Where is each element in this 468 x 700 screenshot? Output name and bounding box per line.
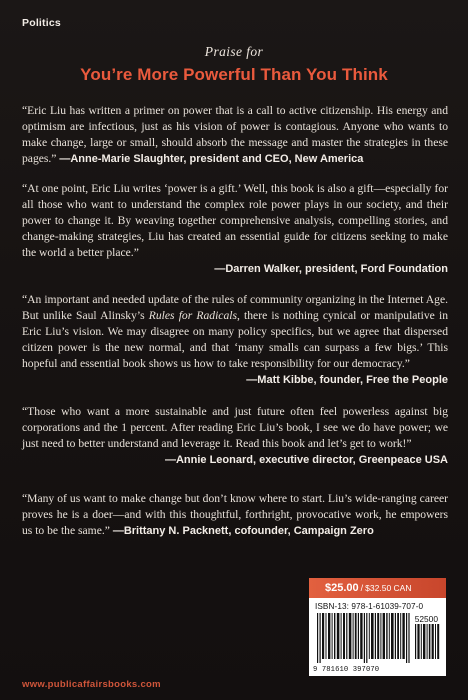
- blurb-book-reference: Rules for Radicals: [148, 309, 237, 323]
- price-tag: [309, 578, 446, 598]
- publisher-website: www.publicaffairsbooks.com: [22, 679, 161, 690]
- category-label: Politics: [22, 17, 61, 29]
- blurb-packnett: [22, 491, 448, 539]
- blurb-walker: [22, 181, 448, 278]
- blurb-text: “Those who want a more sustainable and just future often feel powerless against big corporations and the 1 percent. After reading Eric Liu’s book, I see we do have power; we just need to better understand and leverage it. Read this book and let’s get to work!”: [22, 405, 448, 451]
- blurb-text: [22, 293, 448, 370]
- book-title: You’re More Powerful Than You Think: [80, 65, 388, 84]
- blurb-attribution: —Darren Walker, president, Ford Foundation: [214, 263, 448, 276]
- blurb-text: “Eric Liu has written a primer on power that is a call to active citizenship. His energy and optimism are infectious, just as his vision of power is contagious. Anyone who wants to make change, large or small, should absorb the message and master the strategies in these pages.”: [22, 104, 448, 166]
- price-cad: $32.50 CAN: [365, 583, 412, 593]
- blurb-attribution: —Matt Kibbe, founder, Free the People: [246, 374, 448, 387]
- price-addon-code: 52500: [414, 614, 438, 624]
- price-separator: /: [360, 583, 364, 593]
- blurb-attribution: —Brittany N. Packnett, cofounder, Campaign Zero: [112, 525, 374, 538]
- barcode: [309, 598, 446, 676]
- blurb-kibbe: [22, 292, 448, 389]
- isbn-number: ISBN-13: 978-1-61039-707-0: [315, 602, 424, 611]
- blurb-text-start: “An important and needed update of the rules of community organizing in the Internet Age. But unlike Saul Alinsky’s: [22, 293, 448, 323]
- blurb-text: “Many of us want to make change but don’t know where to start. Liu’s wide-ranging career proves he is a doer—and with this thoughtful, forthright, provocative work, he empowers us to be the same.”: [22, 492, 448, 538]
- barcode-bars: [309, 598, 446, 676]
- blurb-text: “At one point, Eric Liu writes ‘power is a gift.’ Well, this book is also a gift—especially for all those who want to understand the complex role power plays in our society, and their power to change it. By weaving together comprehensive analysis, compelling stories, and change-making strategies, Liu has created an essential guide for citizens seeking to make the world a better place.”: [22, 182, 448, 260]
- blurb-leonard: [22, 404, 448, 468]
- blurb-attribution: —Anne-Marie Slaughter, president and CEO, New America: [59, 153, 364, 166]
- blurb-attribution: —Annie Leonard, executive director, Greenpeace USA: [164, 454, 448, 467]
- praise-for-heading: Praise for: [204, 44, 264, 59]
- barcode-digits: 9 781610 397070: [313, 666, 380, 674]
- blurb-text-end: , there is nothing cynical or manipulative in Eric Liu’s vision. We may disagree on many policy specifics, but we agree that dispersed citizen power is the new normal, and that ‘many smalls can surpass a few bigs.’ This hopeful and essential book shows us how to take responsibility for our democracy.”: [22, 309, 448, 371]
- price-usd: $25.00: [325, 582, 359, 594]
- blurb-slaughter: [22, 103, 448, 167]
